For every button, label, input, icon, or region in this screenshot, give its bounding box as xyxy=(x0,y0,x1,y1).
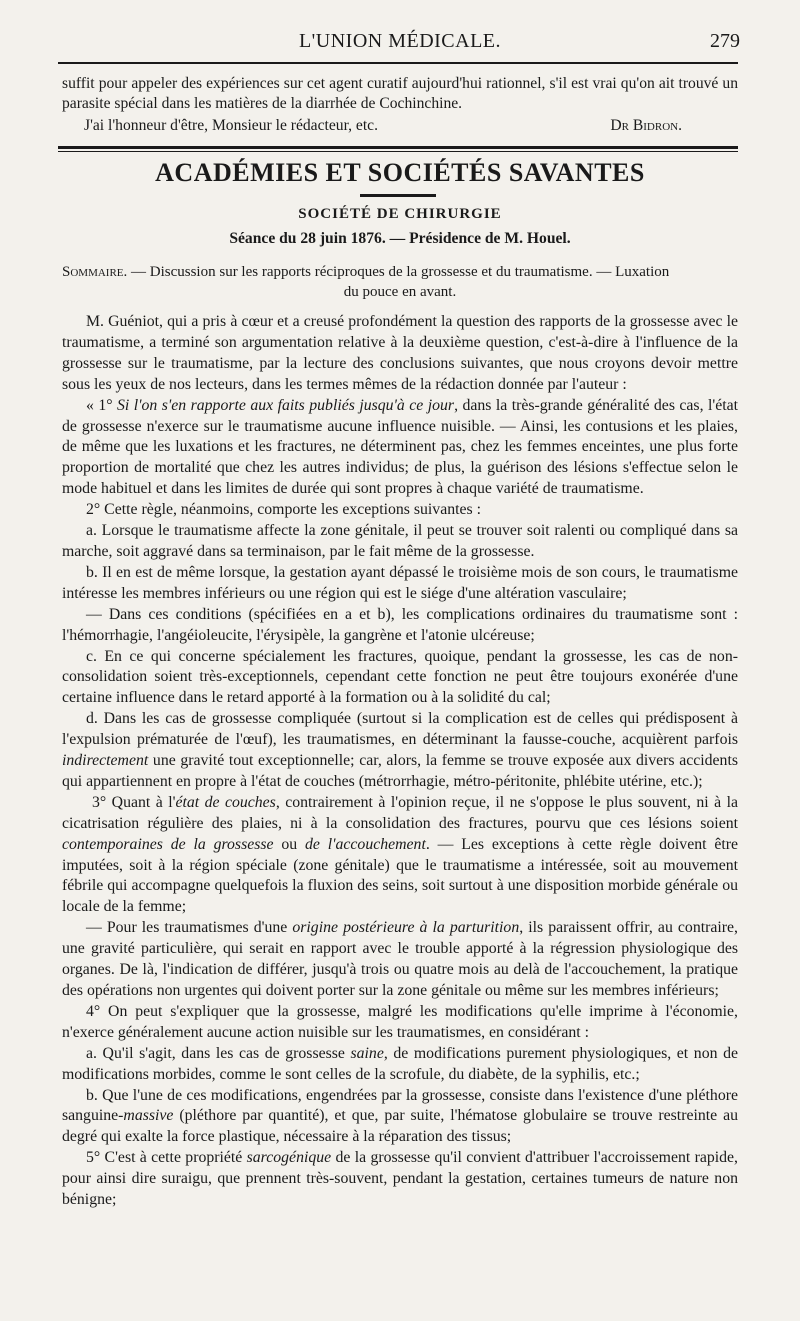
exception-d-text: d. Dans les cas de grossesse compliquée (surtout si la complication est de celles qui prédisposent à l'expulsion prématurée de l'œuf), les traumatismes, en déterminant la fausse-couche, acquièrent parfois xyxy=(62,710,738,749)
conclusion-5-text: 5° C'est à cette propriété xyxy=(86,1149,247,1167)
session-line: Séance du 28 juin 1876. — Présidence de M. Houel. xyxy=(229,230,571,247)
exception-d xyxy=(62,709,738,793)
postpartum-text-end: , ils paraissent offrir, au contraire, une gravité particulière, qui serait en rapport avec le trouble apporté à la régression physiologique des organes. De là, l'indication de différer, jusqu'à trois ou quatre mois au delà de l'accouchement, la pratique des opérations non urgentes qui doivent porter sur la zone génitale ou même sur les membres inférieurs; xyxy=(62,919,739,999)
explanation-a-emphasis: saine xyxy=(350,1044,384,1062)
paragraph-intro: M. Guéniot, qui a pris à cœur et a creusé profondément la question des rapports de la grossesse avec le traumatisme, a terminé son argumentation relative à la deuxième question, c'est-à-dire à l'influence de la grossesse sur le traumatisme, par la lecture des conclusions suivantes, que nous croyons devoir mettre sous les yeux de nos lecteurs, dans les termes mêmes de la rédaction donnée par l'auteur : xyxy=(62,313,738,393)
society-name: SOCIÉTÉ DE CHIRURGIE xyxy=(298,206,502,222)
heading-underline xyxy=(360,194,436,197)
exception-d-emphasis: indirectement xyxy=(62,752,149,770)
explanation-a xyxy=(62,1044,738,1086)
explanation-a-text: a. Qu'il s'agit, dans les cas de grossesse xyxy=(86,1044,351,1062)
conclusion-3-text-4: . — Les exceptions à cette règle doivent être imputées, soit à la région spéciale (zone génitale) que le traumatisme a intéressée, soit au mouvement fébrile qui accompagne quelquefois la fluxion des seins, soit surtout à une disposition morbide générale ou locale de la femme; xyxy=(62,835,739,916)
header-rule xyxy=(58,62,738,64)
section-rule-thin xyxy=(58,151,738,152)
conclusion-5-text-end: de la grossesse qu'il convient d'attribuer l'accroissement rapide, pour ainsi dire suraigu, que prennent très-souvent, pendant la gestation, certaines tumeurs de nature non bénigne; xyxy=(62,1149,738,1209)
closing-formula: J'ai l'honneur d'être, Monsieur le rédacteur, etc. xyxy=(84,117,379,134)
conclusion-3-emphasis-2: contemporaines de la grossesse xyxy=(62,835,274,853)
summary-text: — Discussion sur les rapports réciproques de la grossesse et du traumatisme. — Luxation xyxy=(127,264,670,280)
conclusion-3-text: 3° Quant à l' xyxy=(92,793,176,811)
conclusion-1 xyxy=(62,396,738,501)
complications-note: — Dans ces conditions (spécifiées en a et b), les complications ordinaires du traumatisme sont : l'hémorrhagie, l'angéioleucite, l'érysipèle, la gangrène et l'atonie ulcéreuse; xyxy=(62,605,738,644)
page-number: 279 xyxy=(710,30,740,52)
summary-continued: du pouce en avant. xyxy=(343,284,457,300)
section-rule-thick xyxy=(58,146,738,149)
exception-a: a. Lorsque le traumatisme affecte la zone génitale, il peut se trouver soit ralenti ou compliqué dans sa marche, soit aggravé dans sa terminaison, par le fait même de la grossesse. xyxy=(62,522,738,560)
explanation-b-text-end: (pléthore par quantité), et que, par suite, l'hématose globulaire se trouve restreinte au degré qui exalte la force plastique, nécessaire à la réparation des tissus; xyxy=(62,1107,738,1146)
explanation-b-text: b. Que l'une de ces modifications, engendrées par la grossesse, consiste dans l'existence d'une pléthore sanguine- xyxy=(62,1086,738,1125)
postpartum-text: — Pour les traumatismes d'une xyxy=(86,919,293,937)
section-heading: ACADÉMIES ET SOCIÉTÉS SAVANTES xyxy=(155,158,645,187)
letter-signoff xyxy=(62,116,738,136)
running-header xyxy=(60,30,740,58)
conclusion-2: 2° Cette règle, néanmoins, comporte les exceptions suivantes : xyxy=(86,501,481,519)
postpartum-note xyxy=(62,918,738,1002)
explanation-b xyxy=(62,1086,738,1149)
explanation-a-text-end: , de modifications purement physiologiques, et non de modifications morbides, comme le sont celles de la scrofule, du diabète, de la syphilis, etc.; xyxy=(62,1044,738,1083)
article-body xyxy=(62,312,738,1211)
summary xyxy=(62,262,738,282)
exception-d-text-end: une gravité tout exceptionnelle; car, alors, la femme se trouve exposée aux divers accidents qui appartiennent en propre à l'état de couches (métrorrhagie, métro-péritonite, phlébite utérine, etc.); xyxy=(62,752,738,790)
conclusion-3 xyxy=(62,793,738,918)
explanation-b-emphasis: massive xyxy=(123,1107,174,1125)
postpartum-emphasis: origine postérieure à la parturition xyxy=(292,919,520,937)
journal-title: L'UNION MÉDICALE. xyxy=(298,30,502,52)
conclusion-5-emphasis: sarcogénique xyxy=(246,1149,332,1167)
conclusion-3-text-2: , contrairement à l'opinion reçue, il ne s'oppose le plus souvent, ni à la cicatrisation régulière des plaies, ni à la consolidation des fractures, pourvu que ces lésions soient xyxy=(62,793,739,832)
conclusion-1-lead: « 1° xyxy=(86,396,117,414)
author-signature: Dr Bidron. xyxy=(610,117,682,134)
conclusion-1-emphasis: Si l'on s'en rapporte aux faits publiés jusqu'à ce jour xyxy=(117,396,455,414)
summary-label: Sommaire. xyxy=(62,264,128,280)
letter-closing-paragraph: suffit pour appeler des expériences sur cet agent curatif aujourd'hui rationnel, s'il est vrai qu'on ait trouvé un parasite spécial dans les matières de la diarrhée de Cochinchine. xyxy=(62,75,738,112)
exception-c: c. En ce qui concerne spécialement les fractures, quoique, pendant la grossesse, les cas de non-consolidation soient très-exceptionnels, cependant cette fonction ne peut être toujours exonérée d'une certaine influence dans le retard apporté à la formation ou à la solidité du cal; xyxy=(62,647,738,707)
conclusion-1-text: , dans la très-grande généralité des cas, l'état de grossesse n'exerce sur le traumatisme aucune influence nuisible. — Ainsi, les contusions et les plaies, de même que les luxations et les fractures, ne déterminent pas, chez les femmes enceintes, une plus forte proportion de mortalité que chez les autres individus; de plus, la guérison des lésions s'effectue selon le mode habituel et dans les limites de durée qui sont propres à chaque variété de traumatisme. xyxy=(62,396,739,498)
conclusion-5 xyxy=(62,1148,738,1211)
conclusion-3-emphasis-3: de l'accouchement xyxy=(305,835,426,853)
conclusion-3-text-3: ou xyxy=(273,835,305,853)
conclusion-3-emphasis-1: état de couches xyxy=(175,793,276,811)
exception-b: b. Il en est de même lorsque, la gestation ayant dépassé le troisième mois de son cours, le traumatisme intéresse les membres inférieurs ou une région qui est le siége d'une altération vasculaire; xyxy=(62,563,738,602)
conclusion-4: 4° On peut s'expliquer que la grossesse, malgré les modifications qu'elle imprime à l'économie, n'exerce généralement aucune action nuisible sur les traumatismes, en considérant : xyxy=(62,1002,738,1041)
